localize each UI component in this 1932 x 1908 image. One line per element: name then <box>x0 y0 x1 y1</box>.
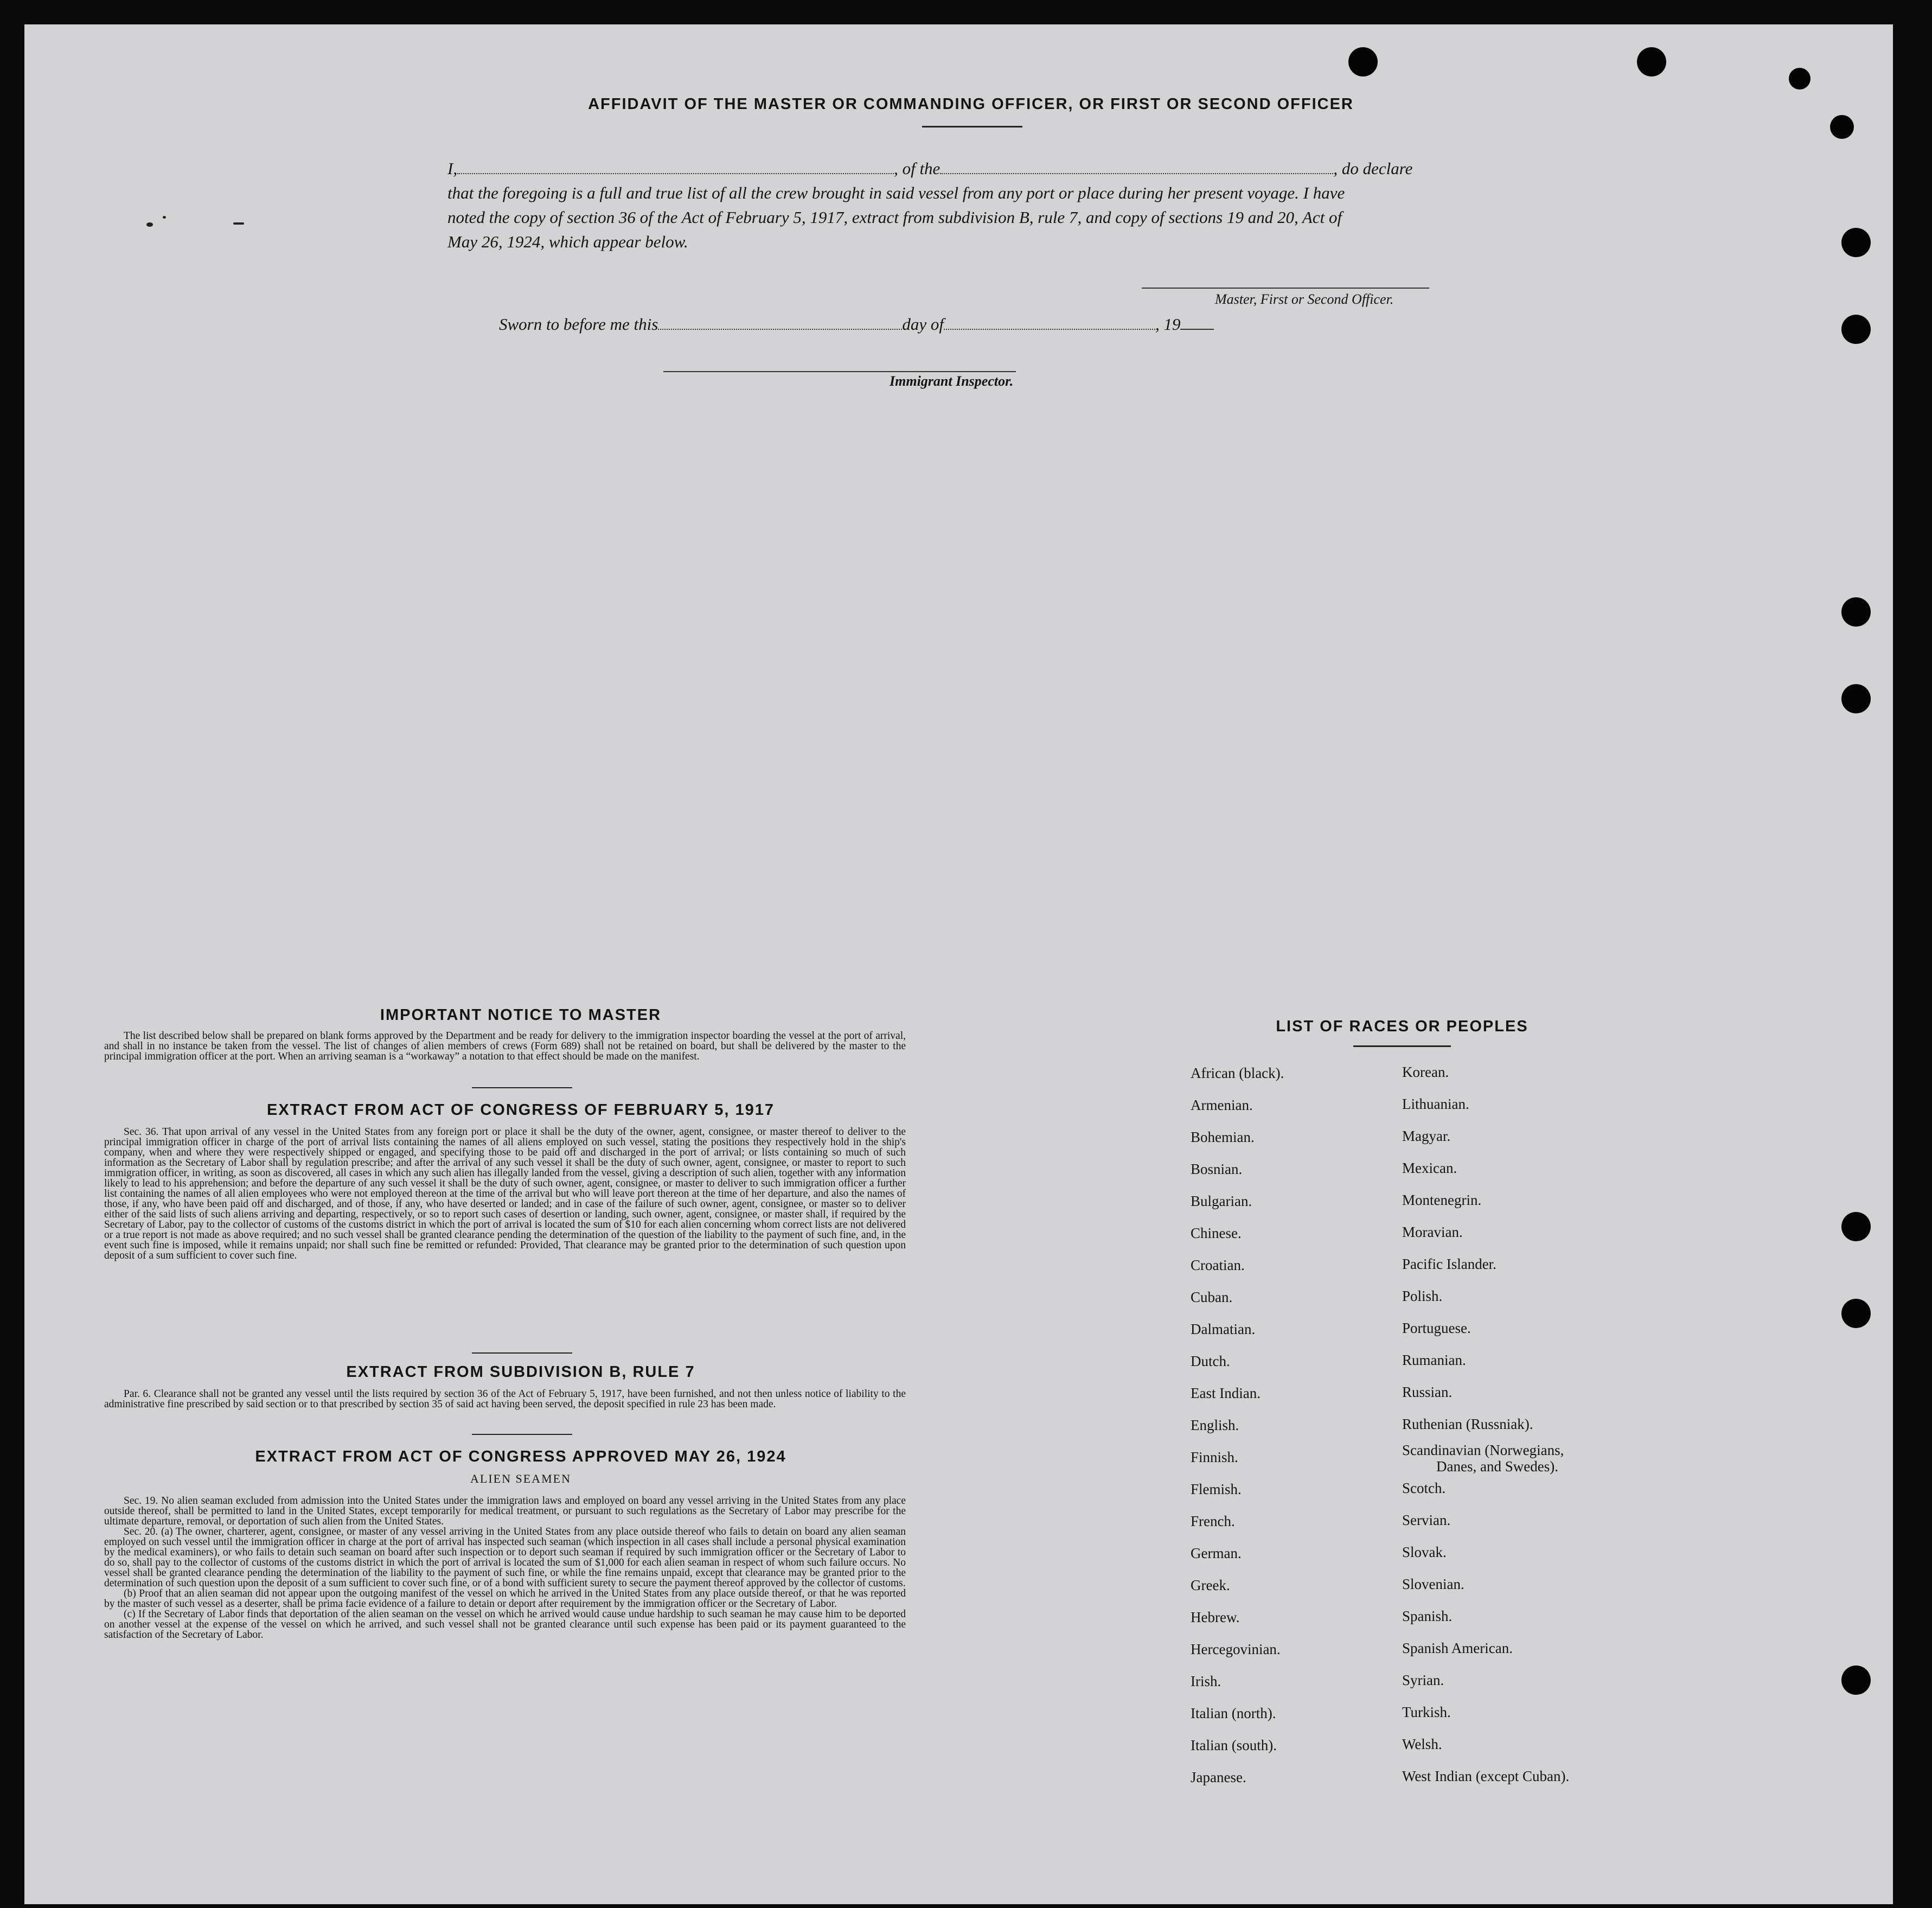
sec-20b-paragraph: (b) Proof that an alien seaman did not appear upon the outgoing manifest of the vessel on which he arrived in the United States from any place outside thereof, or that he was reported by the master of such vessel as a deserter, shall be prima facie evidence of a failure to detain or deport after requirement by the immigration officer or the Secretary of Labor. <box>104 1588 906 1610</box>
scan-speck <box>146 222 153 227</box>
affidavit-title: AFFIDAVIT OF THE MASTER OR COMMANDING OFFICER, OR FIRST OR SECOND OFFICER <box>588 95 1354 113</box>
race-item: English. <box>1191 1417 1239 1433</box>
race-item: Armenian. <box>1191 1097 1253 1113</box>
extract-rule7-title: EXTRACT FROM SUBDIVISION B, RULE 7 <box>346 1363 695 1381</box>
notice-title: IMPORTANT NOTICE TO MASTER <box>380 1006 662 1024</box>
race-item: Hebrew. <box>1191 1609 1240 1625</box>
race-item: Finnish. <box>1191 1449 1238 1465</box>
master-signature-field[interactable] <box>1142 275 1429 289</box>
race-item: Montenegrin. <box>1402 1192 1482 1208</box>
scan-speck <box>233 222 244 225</box>
sworn-month-field[interactable] <box>944 315 1155 330</box>
punch-hole-top-2 <box>1637 47 1666 76</box>
punch-hole-right-5 <box>1841 597 1871 627</box>
race-item: Irish. <box>1191 1673 1221 1689</box>
affidavit-i-label: I, <box>447 159 458 178</box>
race-item: Italian (south). <box>1191 1737 1277 1753</box>
title-divider <box>922 126 1022 127</box>
sworn-year-field[interactable] <box>1180 315 1214 330</box>
sworn-label: Sworn to before me this <box>499 315 658 334</box>
affidavit-declare-label: , do declare <box>1333 159 1413 178</box>
punch-hole-right-6 <box>1841 684 1871 713</box>
race-item: Chinese. <box>1191 1225 1242 1241</box>
race-item: Italian (north). <box>1191 1705 1276 1721</box>
race-item: Danes, and Swedes). <box>1436 1458 1558 1475</box>
race-item: Bohemian. <box>1191 1129 1255 1145</box>
affidavit-of-the-label: , of the <box>894 159 941 178</box>
race-item: Croatian. <box>1191 1257 1245 1273</box>
punch-hole-right-8 <box>1841 1299 1871 1328</box>
sworn-day-field[interactable] <box>658 315 902 330</box>
race-item: Magyar. <box>1402 1128 1451 1144</box>
race-item: East Indian. <box>1191 1385 1261 1401</box>
sec-19-paragraph: Sec. 19. No alien seaman excluded from admission into the United States under the immigration laws and employed on board any vessel arriving in the United States from any place outside thereof, shall be permitted to land in the United States, except temporarily for medical treatment, or pursuant to such regulations as the Secretary of Labor may prescribe for the ultimate departure, removal, or deportation of such alien from the United States. <box>104 1495 906 1527</box>
race-item: Bosnian. <box>1191 1161 1243 1177</box>
punch-hole-right-7 <box>1841 1212 1871 1241</box>
race-item: Greek. <box>1191 1577 1230 1593</box>
race-item: Portuguese. <box>1402 1320 1471 1336</box>
extract-rule7-divider <box>472 1434 572 1435</box>
race-item: Syrian. <box>1402 1672 1444 1688</box>
extract-1917-divider <box>472 1352 572 1354</box>
races-divider <box>1353 1045 1451 1047</box>
race-item: Korean. <box>1402 1064 1449 1080</box>
inspector-signature-label: Immigrant Inspector. <box>890 373 1014 389</box>
affidavit-line-3: noted the copy of section 36 of the Act of February 5, 1917, extract from subdivision B, rule 7, and copy of sections 19 and 20, Act of <box>447 208 1342 227</box>
race-item: Scandinavian (Norwegians, <box>1402 1442 1564 1458</box>
punch-hole-right-9 <box>1841 1665 1871 1695</box>
extract-1917-text: Sec. 36. That upon arrival of any vessel in the United States from any foreign port or place it shall be the duty of the owner, agent, consignee, or master thereof to deliver to the principal immigration officer in charge of the port of arrival lists containing the names of all aliens employed on such vessel, stating the positions they respectively hold in the ship's company, when and where they were respectively shipped or engaged, and specifying those to be paid off and discharged in the port of arrival; or lists containing so much of such information as the Secretary of Labor shall by regulation prescribe; and after the arrival of any such vessel it shall be the duty of such owner, agent, consignee, or master to report to such immigration officer, in writing, as soon as discovered, all cases in which any such alien has illegally landed from the vessel, giving a description of such alien, together with any information likely to lead to his apprehension; and before the departure of any such vessel it shall be the duty of such owner, agent, consignee, or master to deliver to such immigration officer a further list containing the names of all alien employees who were not employed thereon at the time of the arrival but who will leave port thereon at the time of her departure, and also the names of those, if any, who have been paid off and discharged, and of those, if any, who have deserted or landed; and in case of the failure of such owner, agent, consignee, or master so to deliver either of the said lists of such aliens arriving and departing, respectively, or so to report such cases of desertion or landing, such owner, agent, consignee, or master shall, if required by the Secretary of Labor, pay to the collector of customs of the customs district in which the port of arrival is located the sum of $10 for each alien concerning whom correct lists are not delivered or a true report is not made as above required; and no such vessel shall be granted clearance pending the determination of the question of the liability to the payment of such fine, and, in the event such fine is imposed, while it remains unpaid; nor shall such fine be remitted or refunded: Provided, That clearance may be granted prior to the determination of such question upon deposit of a sum sufficient to cover such fine. <box>104 1126 906 1261</box>
extract-1924-title: EXTRACT FROM ACT OF CONGRESS APPROVED MAY 26, 1924 <box>255 1448 786 1465</box>
notice-divider <box>472 1087 572 1088</box>
race-item: Scotch. <box>1402 1480 1446 1496</box>
race-item: Hercegovinian. <box>1191 1641 1281 1657</box>
extract-rule7-text: Par. 6. Clearance shall not be granted any vessel until the lists required by section 36 of the Act of February 5, 1917, have been furnished, and not then unless notice of liability to the administrative fine prescribed by said section or to that prescribed by section 35 of said act having been served, the deposit specified in rule 23 has been made. <box>104 1388 906 1410</box>
sec-20c-paragraph: (c) If the Secretary of Labor finds that deportation of the alien seaman on the vessel on which he arrived would cause undue hardship to such seaman he may cause him to be deported on another vessel at the expense of the vessel on which he arrived, and such vessel shall not be granted clearance until such expense has been paid or its payment guaranteed to the satisfaction of the Secretary of Labor. <box>104 1609 906 1641</box>
race-item: West Indian (except Cuban). <box>1402 1768 1570 1784</box>
race-item: Flemish. <box>1191 1481 1242 1497</box>
race-item: Lithuanian. <box>1402 1096 1469 1112</box>
extract-1924-text <box>104 1496 906 1734</box>
scan-speck <box>163 216 166 219</box>
race-item: Spanish. <box>1402 1608 1453 1624</box>
race-item: Cuban. <box>1191 1289 1233 1305</box>
punch-hole-top-1 <box>1348 47 1378 76</box>
race-item: Ruthenian (Russniak). <box>1402 1416 1533 1432</box>
race-item: Bulgarian. <box>1191 1193 1252 1209</box>
race-item: Pacific Islander. <box>1402 1256 1496 1272</box>
affidavit-line-2: that the foregoing is a full and true list of all the crew brought in said vessel from any port or place during her present voyage. I have <box>447 183 1345 202</box>
races-title: LIST OF RACES OR PEOPLES <box>1276 1018 1528 1035</box>
race-item: Welsh. <box>1402 1736 1442 1752</box>
day-of-label: day of <box>902 315 944 334</box>
sworn-line <box>499 315 1214 334</box>
race-item: Turkish. <box>1402 1704 1451 1720</box>
race-item: Servian. <box>1402 1512 1451 1528</box>
race-item: Slovenian. <box>1402 1576 1464 1592</box>
race-item: Japanese. <box>1191 1769 1246 1785</box>
extract-1924-subtitle: ALIEN SEAMEN <box>470 1472 571 1485</box>
vessel-name-field[interactable] <box>940 159 1333 174</box>
notice-text: The list described below shall be prepared on blank forms approved by the Department and be ready for delivery to the immigration inspector boarding the vessel at the port of arrival, and shall in no instance be taken from the vessel. The list of changes of alien members of crews (Form 689) shall not be retained on board, but shall be delivered by the master to the principal immigration officer at the port. When an arriving seaman is a “workaway” a notation to that effect should be made on the manifest. <box>104 1030 906 1062</box>
race-item: Russian. <box>1402 1384 1453 1400</box>
race-item: Spanish American. <box>1402 1640 1513 1656</box>
affidavit-declaration <box>447 156 1497 254</box>
affidavit-line-4: May 26, 1924, which appear below. <box>447 232 688 251</box>
race-item: German. <box>1191 1545 1242 1561</box>
race-item: Rumanian. <box>1402 1352 1466 1368</box>
race-item: Moravian. <box>1402 1224 1463 1240</box>
race-item: Dalmatian. <box>1191 1321 1256 1337</box>
punch-hole-right-3 <box>1841 228 1871 257</box>
master-signature-label: Master, First or Second Officer. <box>1215 291 1394 307</box>
affiant-name-field[interactable] <box>457 159 894 174</box>
sec-20a-paragraph: Sec. 20. (a) The owner, charterer, agent, consignee, or master of any vessel arriving in the United States from any place outside thereof who fails to detain on board any alien seaman employed on such vessel until the immigration officer in charge at the port of arrival has inspected such seaman (which inspection in all cases shall include a personal physical examination by the medical examiners), or who fails to detain such seaman on board after such inspection or to deport such seaman if required by such immigration officer or the Secretary of Labor to do so, shall pay to the collector of customs of the customs district in which the port of arrival is located the sum of $1,000 for each alien seaman in respect of whom such failure occurs. No vessel shall be granted clearance pending the determination of the liability to the payment of such fine, or while the fine remains unpaid, except that clearance may be granted prior to the determination of such question upon the deposit of a sum sufficient to cover such fine, or of a bond with sufficient surety to secure the payment thereof approved by the collector of customs. <box>104 1526 906 1589</box>
race-item: Slovak. <box>1402 1544 1447 1560</box>
punch-hole-right-1 <box>1789 68 1811 90</box>
race-item: Mexican. <box>1402 1160 1457 1176</box>
year-label: , 19 <box>1155 315 1181 334</box>
race-item: French. <box>1191 1513 1235 1529</box>
race-item: Dutch. <box>1191 1353 1230 1369</box>
race-item: African (black). <box>1191 1065 1284 1081</box>
extract-1917-title: EXTRACT FROM ACT OF CONGRESS OF FEBRUARY 5, 1917 <box>266 1101 775 1119</box>
inspector-signature-field[interactable] <box>663 358 1016 372</box>
punch-hole-right-4 <box>1841 315 1871 344</box>
race-item: Polish. <box>1402 1288 1443 1304</box>
punch-hole-right-2 <box>1830 115 1854 139</box>
